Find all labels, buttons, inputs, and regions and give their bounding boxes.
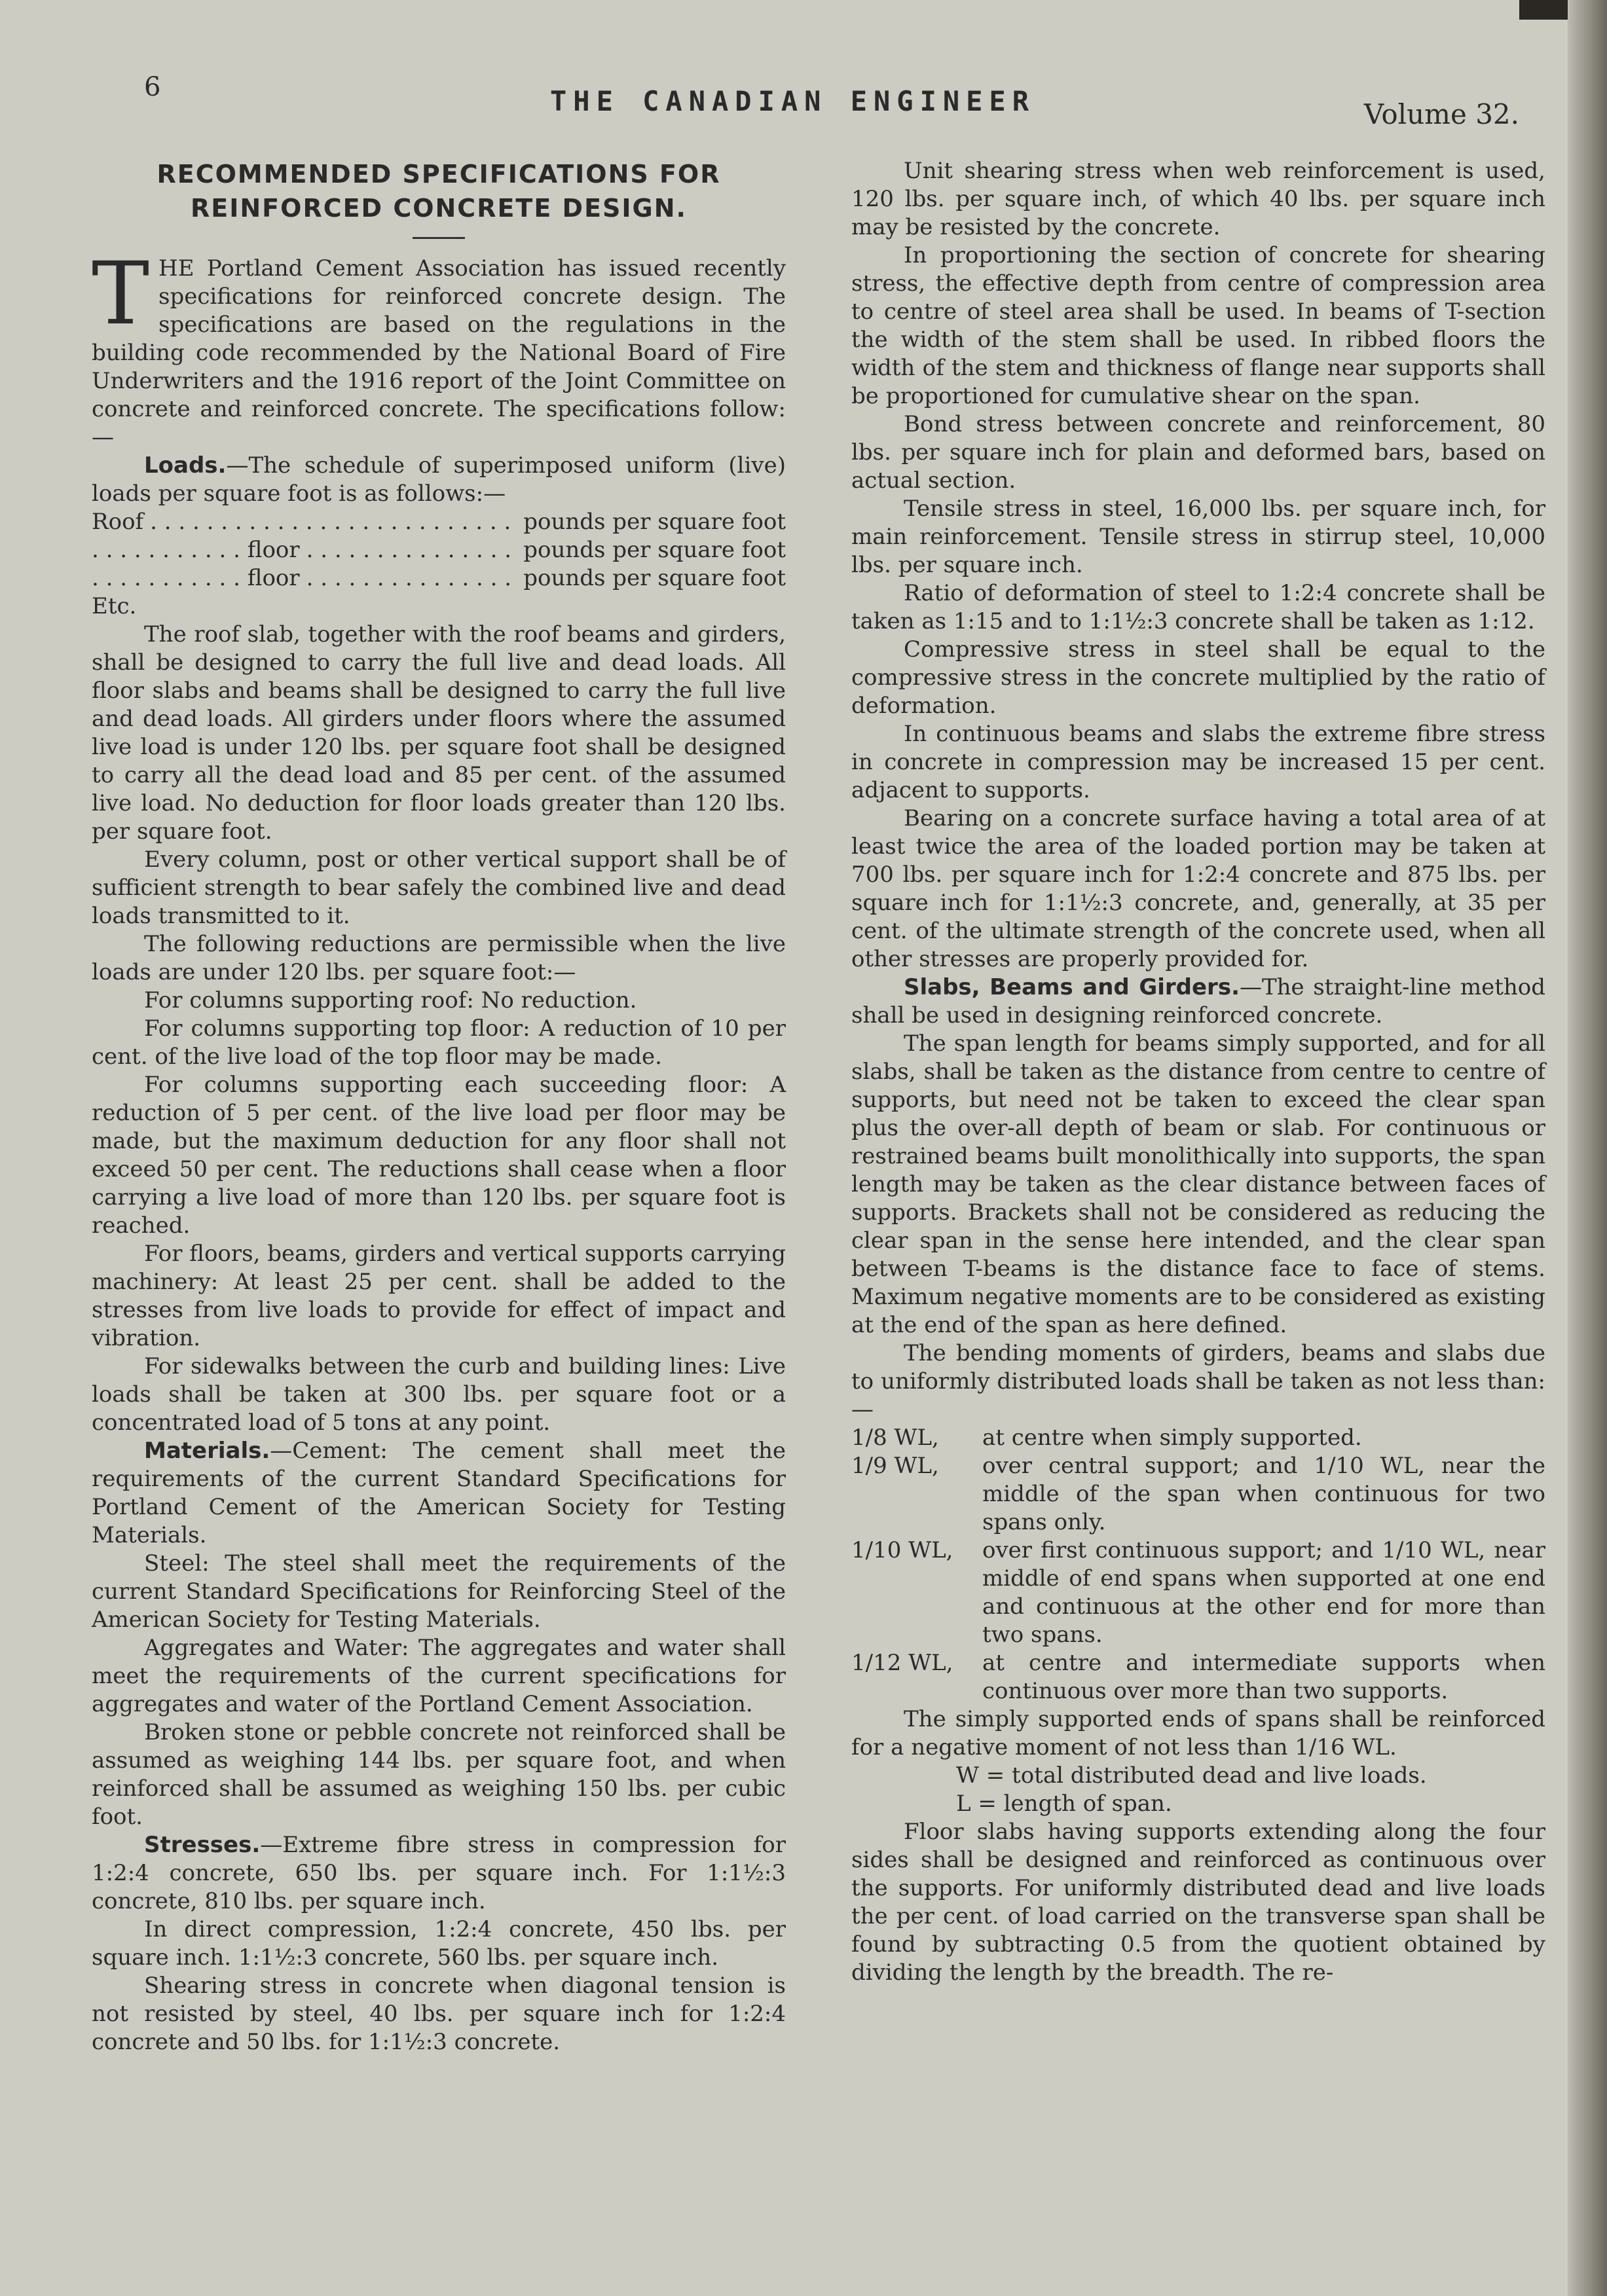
- stresses-paragraph: [92, 1831, 786, 1916]
- top-floor-paragraph: For columns supporting top floor: A reduction of 10 per cent. of the live load of the top floor may be made.: [92, 1015, 786, 1070]
- moment-item: [851, 1424, 1545, 1452]
- article-title-line1: RECOMMENDED SPECIFICATIONS FOR: [157, 160, 721, 189]
- machinery-paragraph: For floors, beams, girders and vertical supports carrying machinery: At least 25 per cent. shall be added to the stresses from live loads to provide for effect of impact and vibration.: [92, 1241, 786, 1351]
- definition-l: L = length of span.: [956, 1791, 1172, 1817]
- bond-paragraph: Bond stress between concrete and reinforcement, 80 lbs. per square inch for plain and deformed bars, based on actual section.: [851, 411, 1545, 494]
- ratio-paragraph: Ratio of deformation of steel to 1:2:4 concrete shall be taken as 1:15 and to 1:1½:3 concrete shall be taken as 1:12.: [851, 580, 1545, 634]
- sidewalks-paragraph: For sidewalks between the curb and building lines: Live loads shall be taken at 300 lbs. per square foot or a concentrated load of 5 tons at any point.: [92, 1353, 786, 1436]
- moment-text: over first continuous support; and 1/10 WL, near middle of end spans when supported at one end and continuous at the other end for more than two spans.: [982, 1537, 1545, 1648]
- tensile-paragraph: Tensile stress in steel, 16,000 lbs. per square inch, for main reinforcement. Tensile stress in stirrup steel, 10,000 lbs. per square inch.: [851, 496, 1545, 578]
- compressive-paragraph: Compressive stress in steel shall be equal to the compressive stress in the concrete multiplied by the ratio of deformation.: [851, 636, 1545, 719]
- moment-coefficient: 1/12 WL,: [851, 1650, 953, 1676]
- floor-slabs-paragraph: Floor slabs having supports extending along the four sides shall be designed and reinforced as continuous over the supports. For uniformly distributed dead and live loads the per cent. of load carried on the transverse span shall be found by subtracting 0.5 from the quotient obtained by dividing the length by the breadth. The re-: [851, 1819, 1545, 1986]
- stresses-heading: Stresses.: [144, 1832, 261, 1858]
- loads-row-label: . . . . . . . . . . . floor: [92, 565, 300, 591]
- intro-paragraph: [92, 244, 786, 452]
- loads-row-unit: pounds per square foot: [523, 509, 786, 535]
- article-title-line2: REINFORCED CONCRETE DESIGN.: [191, 194, 687, 223]
- leader-dots: [150, 508, 517, 536]
- continuous-paragraph: In continuous beams and slabs the extreme fibre stress in concrete in compression may be increased 15 per cent. adjacent to supports.: [851, 721, 1545, 803]
- definition-w: W = total distributed dead and live loads.: [956, 1762, 1427, 1789]
- direct-compression-paragraph: In direct compression, 1:2:4 concrete, 450 lbs. per square inch. 1:1½:3 concrete, 560 lbs. per square inch.: [92, 1916, 786, 1971]
- moment-coefficient: 1/8 WL,: [851, 1425, 939, 1451]
- left-column: [92, 157, 786, 2056]
- loads-row-unit: pounds per square foot: [523, 565, 786, 591]
- loads-row-label: Roof: [92, 509, 144, 535]
- slabs-text: —The straight-line method shall be used in designing reinforced concrete.: [851, 974, 1545, 1029]
- slabs-heading: Slabs, Beams and Girders.: [904, 974, 1240, 1000]
- stresses-text: —Extreme fibre stress in compression for 1:2:4 concrete, 650 lbs. per square inch. For 1:1½:3 concrete, 810 lbs. per square inch.: [92, 1832, 786, 1914]
- page-binding-edge: [1568, 0, 1607, 2296]
- etc-label: Etc.: [92, 593, 137, 619]
- moment-text: over central support; and 1/10 WL, near the middle of the span when continuous for two spans only.: [982, 1453, 1545, 1535]
- bearing-paragraph: Bearing on a concrete surface having a total area of at least twice the area of the loaded portion may be taken at 700 lbs. per square inch for 1:2:4 concrete and 875 lbs. per square inch for 1:1½:3 concrete, and, generally, at 35 per cent. of the ultimate strength of the concrete used, when all other stresses are properly provided for.: [851, 805, 1545, 972]
- moment-list: [851, 1424, 1545, 1705]
- moment-coefficient: 1/9 WL,: [851, 1453, 939, 1479]
- aggregates-paragraph: Aggregates and Water: The aggregates and water shall meet the requirements of the current specifications for aggregates and water of the Portland Cement Association.: [92, 1635, 786, 1717]
- each-floor-paragraph: For columns supporting each succeeding floor: A reduction of 5 per cent. of the live load per floor may be made, but the maximum deduction for any floor shall not exceed 50 per cent. The reductions shall cease when a floor carrying a live load of more than 120 lbs. per square foot is reached.: [92, 1072, 786, 1239]
- moment-item: [851, 1649, 1545, 1705]
- volume-label: Volume 32.: [1363, 98, 1519, 130]
- column-paragraph: Every column, post or other vertical support shall be of sufficient strength to bear safely the combined live and dead loads transmitted to it.: [92, 847, 786, 929]
- loads-text: —The schedule of superimposed uniform (live) loads per square foot is as follows:—: [92, 452, 786, 507]
- unit-shear-paragraph: Unit shearing stress when web reinforcement is used, 120 lbs. per square inch, of which 40 lbs. per square inch may be resisted by the concrete.: [851, 158, 1545, 240]
- reductions-paragraph: The following reductions are permissible when the live loads are under 120 lbs. per square foot:—: [92, 931, 786, 985]
- roof-columns-paragraph: For columns supporting roof: No reduction.: [144, 987, 637, 1013]
- right-column: [851, 157, 1545, 1987]
- loads-row-label: . . . . . . . . . . . floor: [92, 537, 300, 563]
- proportioning-paragraph: In proportioning the section of concrete for shearing stress, the effective depth from centre of compression area to centre of steel area shall be used. In beams of T-section the width of the stem shall be used. In ribbed floors the width of the stem and thickness of flange near supports shall be proportioned for cumulative shear on the span.: [851, 242, 1545, 409]
- loads-row: [92, 508, 786, 536]
- page-number: 6: [144, 72, 161, 102]
- simply-supported-paragraph: The simply supported ends of spans shall be reinforced for a negative moment of not less than 1/16 WL.: [851, 1706, 1545, 1760]
- loads-row-unit: pounds per square foot: [523, 537, 786, 563]
- moment-text: at centre when simply supported.: [982, 1425, 1362, 1451]
- loads-table: [92, 508, 786, 592]
- moment-item: [851, 1537, 1545, 1649]
- title-rule: [413, 237, 465, 239]
- steel-paragraph: Steel: The steel shall meet the requirements of the current Standard Specifications for Reinforcing Steel of the American Society for Testing Materials.: [92, 1550, 786, 1633]
- journal-title: THE CANADIAN ENGINEER: [550, 85, 1036, 117]
- intro-text: HE Portland Cement Association has issued recently specifications for reinforced concrete design. The specifications are based on the regulations in the building code recommended by the National Board of Fire Underwriters and the 1916 report of the Joint Committee on concrete and reinforced concrete. The specifications follow:—: [92, 255, 786, 450]
- bending-paragraph: The bending moments of girders, beams and slabs due to uniformly distributed loads shall be taken as not less than:—: [851, 1340, 1545, 1423]
- materials-heading: Materials.: [144, 1438, 270, 1464]
- slabs-paragraph: [851, 974, 1545, 1030]
- broken-stone-paragraph: Broken stone or pebble concrete not reinforced shall be assumed as weighing 144 lbs. per square foot, and when reinforced shall be assumed as weighing 150 lbs. per cubic foot.: [92, 1719, 786, 1830]
- loads-heading: Loads.: [144, 452, 227, 479]
- materials-text: —Cement: The cement shall meet the requirements of the current Standard Specifications for Portland Cement of the American Society for Testing Materials.: [92, 1438, 786, 1548]
- moment-item: [851, 1452, 1545, 1537]
- materials-paragraph: [92, 1437, 786, 1550]
- loads-row: [92, 536, 786, 564]
- leader-dots: [306, 536, 517, 564]
- loads-row: [92, 564, 786, 592]
- article-title: [92, 157, 786, 225]
- drop-cap: T: [92, 244, 150, 344]
- page-header: [131, 72, 1519, 131]
- moment-coefficient: 1/10 WL,: [851, 1537, 953, 1563]
- moment-text: at centre and intermediate supports when continuous over more than two supports.: [982, 1650, 1545, 1704]
- span-paragraph: The span length for beams simply supported, and for all slabs, shall be taken as the distance from centre to centre of supports, but need not be taken to exceed the clear span plus the over-all depth of beam or slab. For continuous or restrained beams built monolithically into supports, the span length may be taken as the clear distance between faces of supports. Brackets shall not be considered as reducing the clear span in the sense here intended, and the clear span between T-beams is the distance face to face of stems. Maximum negative moments are to be considered as existing at the end of the span as here defined.: [851, 1030, 1545, 1338]
- leader-dots: [306, 564, 517, 592]
- roof-slab-paragraph: The roof slab, together with the roof beams and girders, shall be designed to carry the full live and dead loads. All floor slabs and beams shall be designed to carry the full live and dead loads. All girders under floors where the assumed live load is under 120 lbs. per square foot shall be designed to carry all the dead load and 85 per cent. of the assumed live load. No deduction for floor loads greater than 120 lbs. per square foot.: [92, 621, 786, 845]
- loads-paragraph: [92, 452, 786, 508]
- shearing-paragraph: Shearing stress in concrete when diagonal tension is not resisted by steel, 40 lbs. per square inch for 1:2:4 concrete and 50 lbs. for 1:1½:3 concrete.: [92, 1973, 786, 2055]
